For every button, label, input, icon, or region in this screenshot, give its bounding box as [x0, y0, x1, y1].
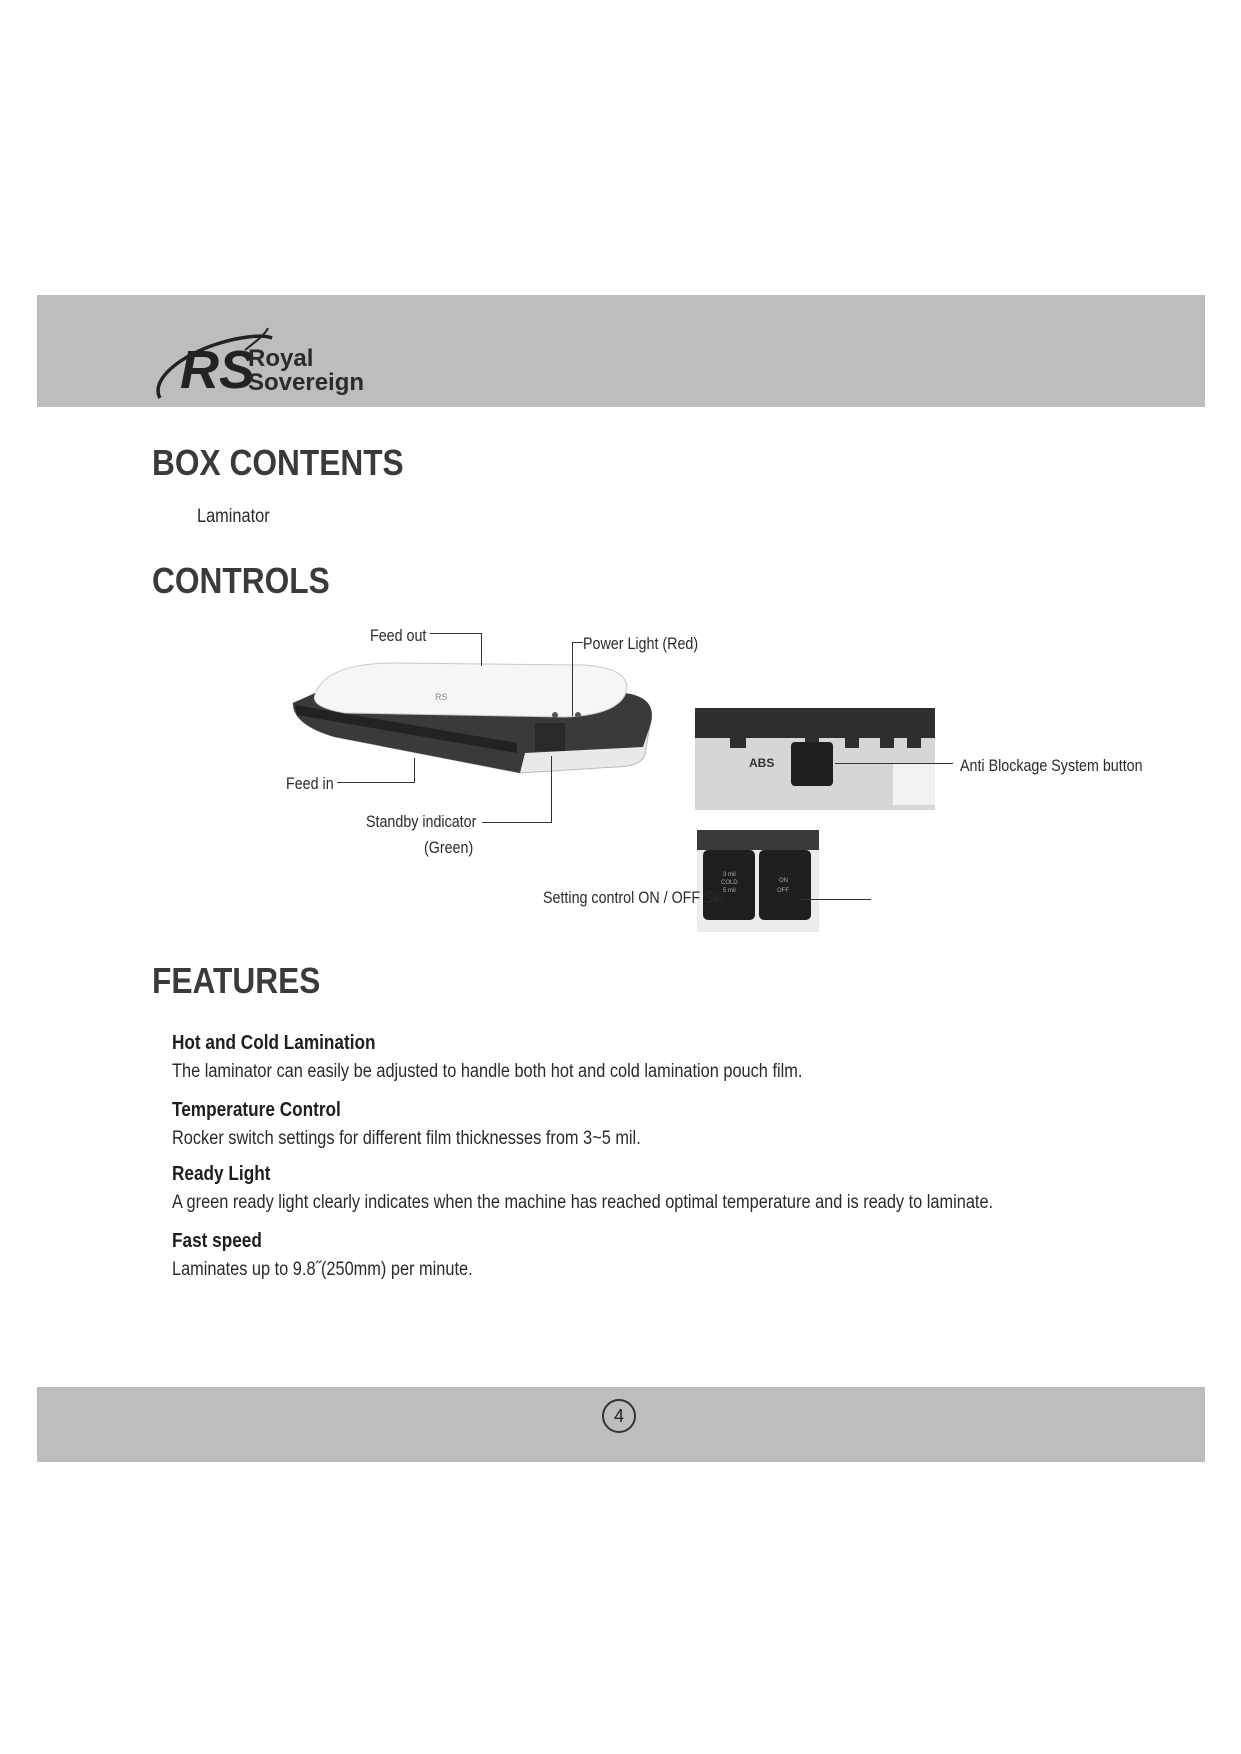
svg-text:5 mil: 5 mil [723, 888, 736, 894]
laminator-image [285, 655, 665, 775]
brand-line1: Royal [248, 345, 314, 372]
abs-button-photo [695, 708, 935, 810]
svg-text:RS: RS [180, 340, 256, 400]
feature-text: The laminator can easily be adjusted to handle both hot and cold lamination pouch film. [172, 1061, 803, 1082]
callout-power-light: Power Light (Red) [583, 634, 699, 653]
royal-sovereign-logo [150, 310, 380, 405]
callout-abs-button: Anti Blockage System button [960, 756, 1143, 775]
svg-text:OFF: OFF [777, 888, 789, 894]
leader-abs [835, 763, 953, 764]
callout-feed-out: Feed out [370, 626, 427, 645]
feature-text: Rocker switch settings for different film thicknesses from 3~5 mil. [172, 1128, 641, 1149]
leader-feed-in-h [337, 782, 415, 783]
page-number: 4 [602, 1399, 636, 1433]
leader-standby-v [551, 756, 552, 823]
feature-text: A green ready light clearly indicates when the machine has reached optimal temperature and is ready to laminate. [172, 1192, 994, 1213]
leader-power-v [572, 642, 573, 716]
svg-text:RS: RS [435, 692, 448, 702]
box-contents-heading: BOX CONTENTS [152, 442, 404, 483]
svg-text:3 mil: 3 mil [723, 872, 736, 878]
callout-feed-in: Feed in [286, 774, 334, 793]
leader-setting [800, 899, 871, 900]
leader-power-h [572, 642, 583, 643]
callout-standby-line2: (Green) [424, 838, 474, 857]
controls-heading: CONTROLS [152, 560, 330, 601]
setting-switch-photo [697, 830, 819, 932]
feature-text: Laminates up to 9.8˝(250mm) per minute. [172, 1259, 473, 1280]
features-heading: FEATURES [152, 960, 321, 1001]
callout-setting-control: Setting control ON / OFF Sw [543, 888, 724, 907]
leader-feed-out-v [481, 633, 482, 666]
leader-feed-out-h [430, 633, 482, 634]
feature-title: Hot and Cold Lamination [172, 1032, 376, 1054]
brand-line2: Sovereign [248, 369, 365, 396]
leader-standby-h [482, 822, 552, 823]
svg-text:ON: ON [779, 878, 788, 884]
leader-feed-in-v [414, 758, 415, 783]
feature-title: Ready Light [172, 1163, 271, 1185]
svg-text:COLD: COLD [721, 880, 738, 886]
feature-title: Fast speed [172, 1230, 262, 1252]
box-contents-item: Laminator [197, 506, 270, 527]
feature-title: Temperature Control [172, 1099, 341, 1121]
abs-photo-label: ABS [749, 756, 775, 770]
callout-standby-line1: Standby indicator [366, 812, 477, 831]
